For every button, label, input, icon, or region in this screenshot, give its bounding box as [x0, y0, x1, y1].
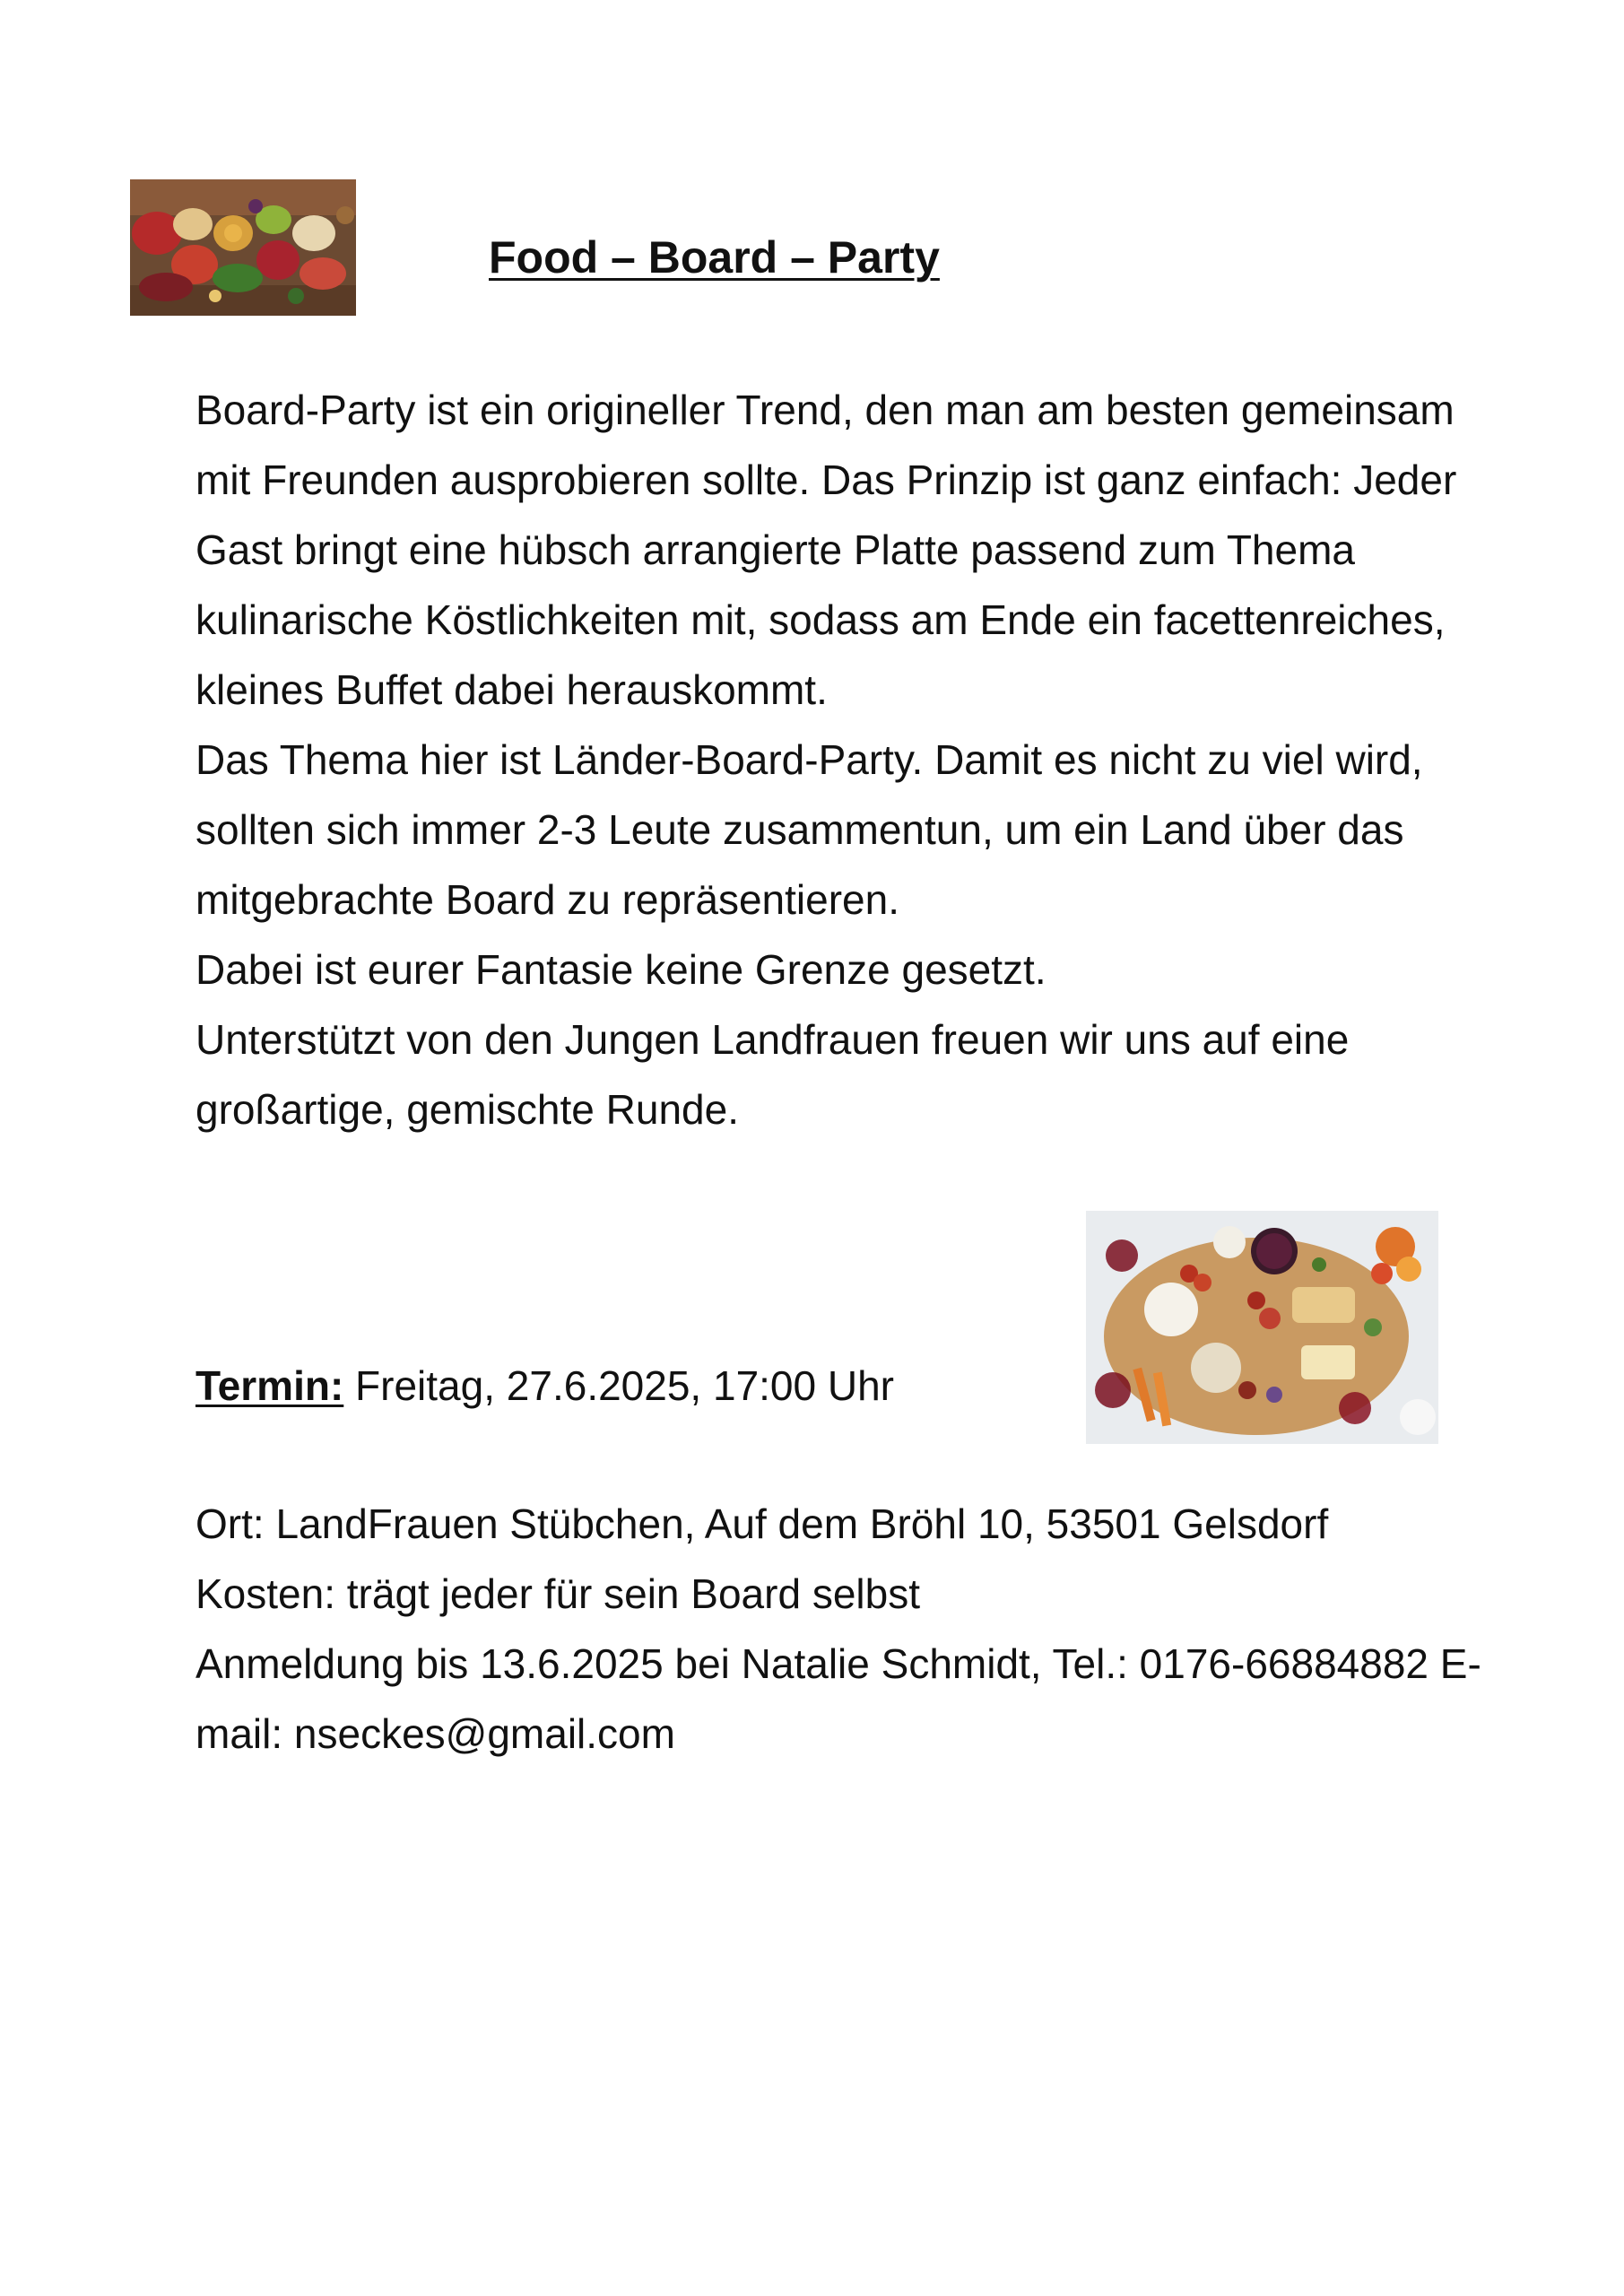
page-title: Food – Board – Party	[489, 232, 940, 283]
location-line: Ort: LandFrauen Stübchen, Auf dem Bröhl 10, 53501 Gelsdorf	[195, 1500, 1329, 1547]
event-details	[195, 1489, 1505, 1769]
charcuterie-board-photo	[1086, 1211, 1438, 1444]
intro-paragraph: Unterstützt von den Jungen Landfrauen freuen wir uns auf eine großartige, gemischte Runde.	[195, 1016, 1350, 1133]
cost-line: Kosten: trägt jeder für sein Board selbst	[195, 1570, 920, 1617]
termin-value: Freitag, 27.6.2025, 17:00 Uhr	[343, 1362, 895, 1409]
termin-label: Termin:	[195, 1362, 344, 1409]
registration-line: Anmeldung bis 13.6.2025 bei Natalie Schmidt, Tel.: 0176-66884882 E-mail: nseckes@gmail.com	[195, 1640, 1481, 1757]
intro-text	[195, 375, 1505, 1144]
intro-paragraph: Dabei ist eurer Fantasie keine Grenze gesetzt.	[195, 946, 1046, 993]
intro-paragraph: Das Thema hier ist Länder-Board-Party. Damit es nicht zu viel wird, sollten sich immer 2-3 Leute zusammentun, um ein Land über das mitgebrachte Board zu repräsentieren.	[195, 736, 1423, 923]
event-date	[195, 1351, 894, 1421]
intro-paragraph: Board-Party ist ein origineller Trend, den man am besten gemeinsam mit Freunden ausprobieren sollte. Das Prinzip ist ganz einfach: Jeder Gast bringt eine hübsch arrangierte Platte passend zum Thema kulinarische Köstlichkeiten mit, sodass am Ende ein facettenreiches, kleines Buffet dabei herauskommt.	[195, 387, 1457, 713]
food-board-photo	[130, 179, 356, 316]
